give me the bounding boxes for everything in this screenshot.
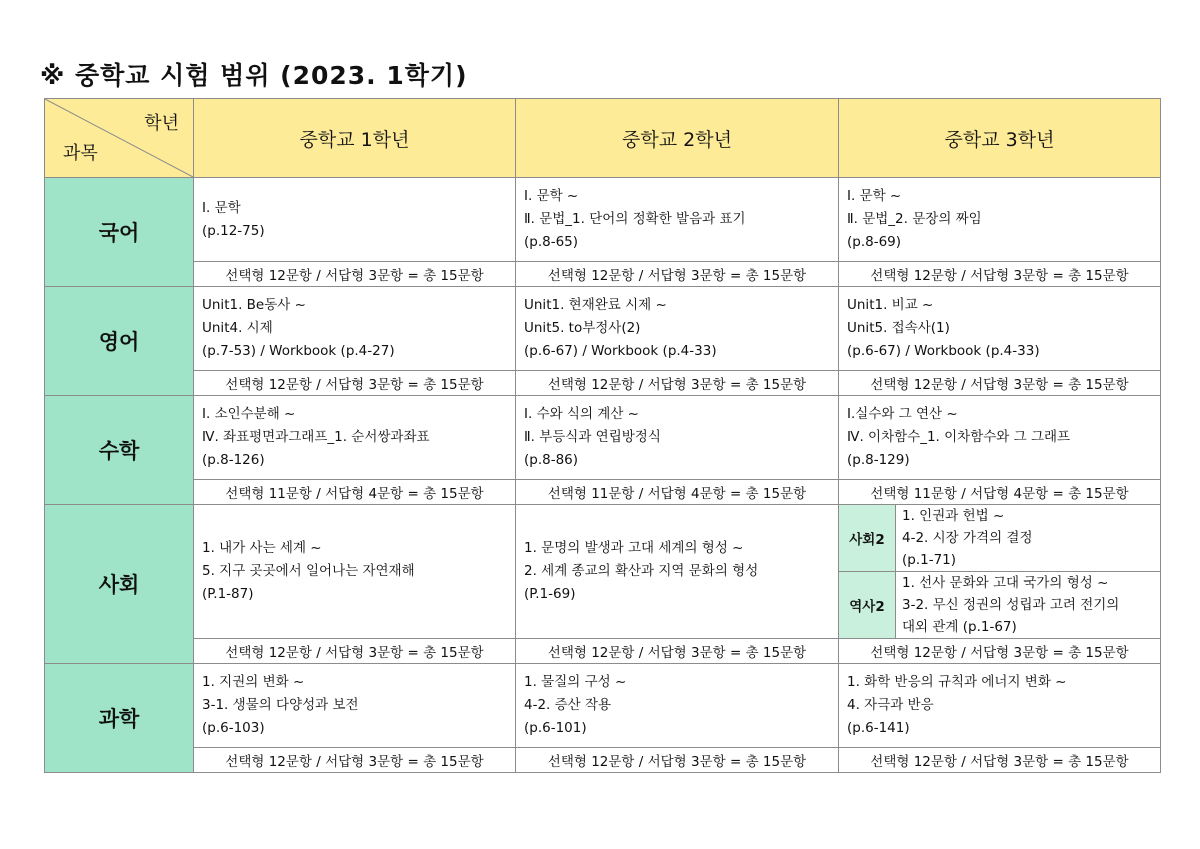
science-grade1-scope xyxy=(194,664,516,748)
english-grade2-scope xyxy=(516,287,839,371)
scope-line: Ⅰ. 수와 식의 계산 ~ xyxy=(524,406,639,422)
exam-scope-table xyxy=(44,98,1161,773)
scope-line: Unit4. 시제 xyxy=(202,320,273,336)
scope-line: (P.1-69) xyxy=(524,586,576,602)
korean-grade1-scope xyxy=(194,178,516,262)
scope-line: Ⅰ.실수와 그 연산 ~ xyxy=(847,406,958,422)
korean-grade1-summary: 선택형 12문항 / 서답형 3문항 = 총 15문항 xyxy=(194,262,516,287)
social-grade2-summary: 선택형 12문항 / 서답형 3문항 = 총 15문항 xyxy=(516,639,839,664)
social-grade2-scope xyxy=(516,505,839,639)
math-grade2-scope xyxy=(516,396,839,480)
math-grade3-summary: 선택형 11문항 / 서답형 4문항 = 총 15문항 xyxy=(839,480,1161,505)
row-social-summary xyxy=(45,639,1161,664)
math-grade1-summary: 선택형 11문항 / 서답형 4문항 = 총 15문항 xyxy=(194,480,516,505)
header-row xyxy=(45,99,1161,178)
scope-line: (p.8-65) xyxy=(524,234,579,250)
scope-line: 4-2. 증산 작용 xyxy=(524,697,612,713)
korean-grade2-summary: 선택형 12문항 / 서답형 3문항 = 총 15문항 xyxy=(516,262,839,287)
korean-grade2-scope xyxy=(516,178,839,262)
row-science xyxy=(45,664,1161,748)
scope-line: (p.6-103) xyxy=(202,720,265,736)
scope-line: Unit5. 접속사(1) xyxy=(847,320,950,336)
row-english xyxy=(45,287,1161,371)
science-grade1-summary: 선택형 12문항 / 서답형 3문항 = 총 15문항 xyxy=(194,748,516,773)
scope-line: Ⅱ. 문법_1. 단어의 정확한 발음과 표기 xyxy=(524,211,746,227)
grade-header-3: 중학교 3학년 xyxy=(839,99,1161,178)
history2-row xyxy=(839,572,1160,639)
social-grade1-scope xyxy=(194,505,516,639)
scope-line: 5. 지구 곳곳에서 일어나는 자연재해 xyxy=(202,563,415,579)
subject-english: 영어 xyxy=(45,287,194,396)
math-grade1-scope xyxy=(194,396,516,480)
scope-line: Unit5. to부정사(2) xyxy=(524,320,641,336)
scope-line: (p.6-141) xyxy=(847,720,910,736)
social-grade3-summary: 선택형 12문항 / 서답형 3문항 = 총 15문항 xyxy=(839,639,1161,664)
row-social xyxy=(45,505,1161,639)
row-korean xyxy=(45,178,1161,262)
scope-line: Unit1. Be동사 ~ xyxy=(202,297,306,313)
scope-line: Ⅰ. 문학 ~ xyxy=(524,188,579,204)
scope-line: 1. 선사 문화와 고대 국가의 형성 ~ xyxy=(902,575,1109,591)
english-grade3-scope xyxy=(839,287,1161,371)
scope-line: (p.6-101) xyxy=(524,720,587,736)
english-grade2-summary: 선택형 12문항 / 서답형 3문항 = 총 15문항 xyxy=(516,371,839,396)
scope-line: Unit1. 비교 ~ xyxy=(847,297,934,313)
scope-line: (p.8-69) xyxy=(847,234,902,250)
scope-line: (p.8-129) xyxy=(847,452,910,468)
social2-scope xyxy=(896,505,1161,572)
scope-line: Unit1. 현재완료 시제 ~ xyxy=(524,297,667,313)
grade-header-1: 중학교 1학년 xyxy=(194,99,516,178)
social2-label: 사회2 xyxy=(839,505,896,572)
scope-line: 4. 자극과 반응 xyxy=(847,697,934,713)
science-grade2-scope xyxy=(516,664,839,748)
subject-korean: 국어 xyxy=(45,178,194,287)
row-math-summary xyxy=(45,480,1161,505)
subject-social: 사회 xyxy=(45,505,194,664)
english-grade1-scope xyxy=(194,287,516,371)
social-grade3-scope xyxy=(839,505,1161,639)
scope-line: (p.7-53) / Workbook (p.4-27) xyxy=(202,343,395,359)
corner-grade-label: 학년 xyxy=(144,113,179,134)
scope-line: (p.6-67) / Workbook (p.4-33) xyxy=(847,343,1040,359)
scope-line: 3-2. 무신 정권의 성립과 고려 전기의 xyxy=(902,597,1120,613)
korean-grade3-summary: 선택형 12문항 / 서답형 3문항 = 총 15문항 xyxy=(839,262,1161,287)
row-english-summary xyxy=(45,371,1161,396)
scope-line: Ⅱ. 부등식과 연립방정식 xyxy=(524,429,661,445)
scope-line: Ⅳ. 좌표평면과그래프_1. 순서쌍과좌표 xyxy=(202,429,430,445)
scope-line: Ⅰ. 문학 ~ xyxy=(847,188,902,204)
scope-line: 1. 지권의 변화 ~ xyxy=(202,674,305,690)
scope-line: 1. 화학 반응의 규칙과 에너지 변화 ~ xyxy=(847,674,1067,690)
scope-line: 대외 관계 (p.1-67) xyxy=(902,619,1017,635)
row-korean-summary xyxy=(45,262,1161,287)
subject-math: 수학 xyxy=(45,396,194,505)
history2-label: 역사2 xyxy=(839,572,896,639)
scope-line: (P.1-87) xyxy=(202,586,254,602)
scope-line: (p.6-67) / Workbook (p.4-33) xyxy=(524,343,717,359)
row-science-summary xyxy=(45,748,1161,773)
english-grade3-summary: 선택형 12문항 / 서답형 3문항 = 총 15문항 xyxy=(839,371,1161,396)
scope-line: 4-2. 시장 가격의 결정 xyxy=(902,530,1033,546)
scope-line: 1. 문명의 발생과 고대 세계의 형성 ~ xyxy=(524,540,744,556)
scope-line: (p.8-126) xyxy=(202,452,265,468)
scope-line: 1. 인권과 헌법 ~ xyxy=(902,508,1005,524)
scope-line: Ⅳ. 이차함수_1. 이차함수와 그 그래프 xyxy=(847,429,1071,445)
corner-cell xyxy=(45,99,194,178)
scope-line: (p.1-71) xyxy=(902,552,957,568)
scope-line: 2. 세계 종교의 확산과 지역 문화의 형성 xyxy=(524,563,759,579)
scope-line: Ⅰ. 소인수분해 ~ xyxy=(202,406,296,422)
scope-line: 3-1. 생물의 다양성과 보전 xyxy=(202,697,359,713)
scope-line: 1. 물질의 구성 ~ xyxy=(524,674,627,690)
scope-line: Ⅰ. 문학 xyxy=(202,199,241,216)
scope-line: Ⅱ. 문법_2. 문장의 짜임 xyxy=(847,211,982,227)
subject-science: 과학 xyxy=(45,664,194,773)
science-grade3-summary: 선택형 12문항 / 서답형 3문항 = 총 15문항 xyxy=(839,748,1161,773)
science-grade3-scope xyxy=(839,664,1161,748)
math-grade2-summary: 선택형 11문항 / 서답형 4문항 = 총 15문항 xyxy=(516,480,839,505)
history2-scope xyxy=(896,572,1161,639)
row-math xyxy=(45,396,1161,480)
grade-header-2: 중학교 2학년 xyxy=(516,99,839,178)
page-title: ※ 중학교 시험 범위 (2023. 1학기) xyxy=(40,61,468,90)
math-grade3-scope xyxy=(839,396,1161,480)
science-grade2-summary: 선택형 12문항 / 서답형 3문항 = 총 15문항 xyxy=(516,748,839,773)
social2-row xyxy=(839,505,1160,572)
scope-line: 1. 내가 사는 세계 ~ xyxy=(202,540,322,556)
scope-line: (p.8-86) xyxy=(524,452,579,468)
social-grade3-split xyxy=(839,505,1160,638)
scope-line: (p.12-75) xyxy=(202,222,265,239)
korean-grade3-scope xyxy=(839,178,1161,262)
social-grade1-summary: 선택형 12문항 / 서답형 3문항 = 총 15문항 xyxy=(194,639,516,664)
corner-subject-label: 과목 xyxy=(63,143,98,164)
english-grade1-summary: 선택형 12문항 / 서답형 3문항 = 총 15문항 xyxy=(194,371,516,396)
